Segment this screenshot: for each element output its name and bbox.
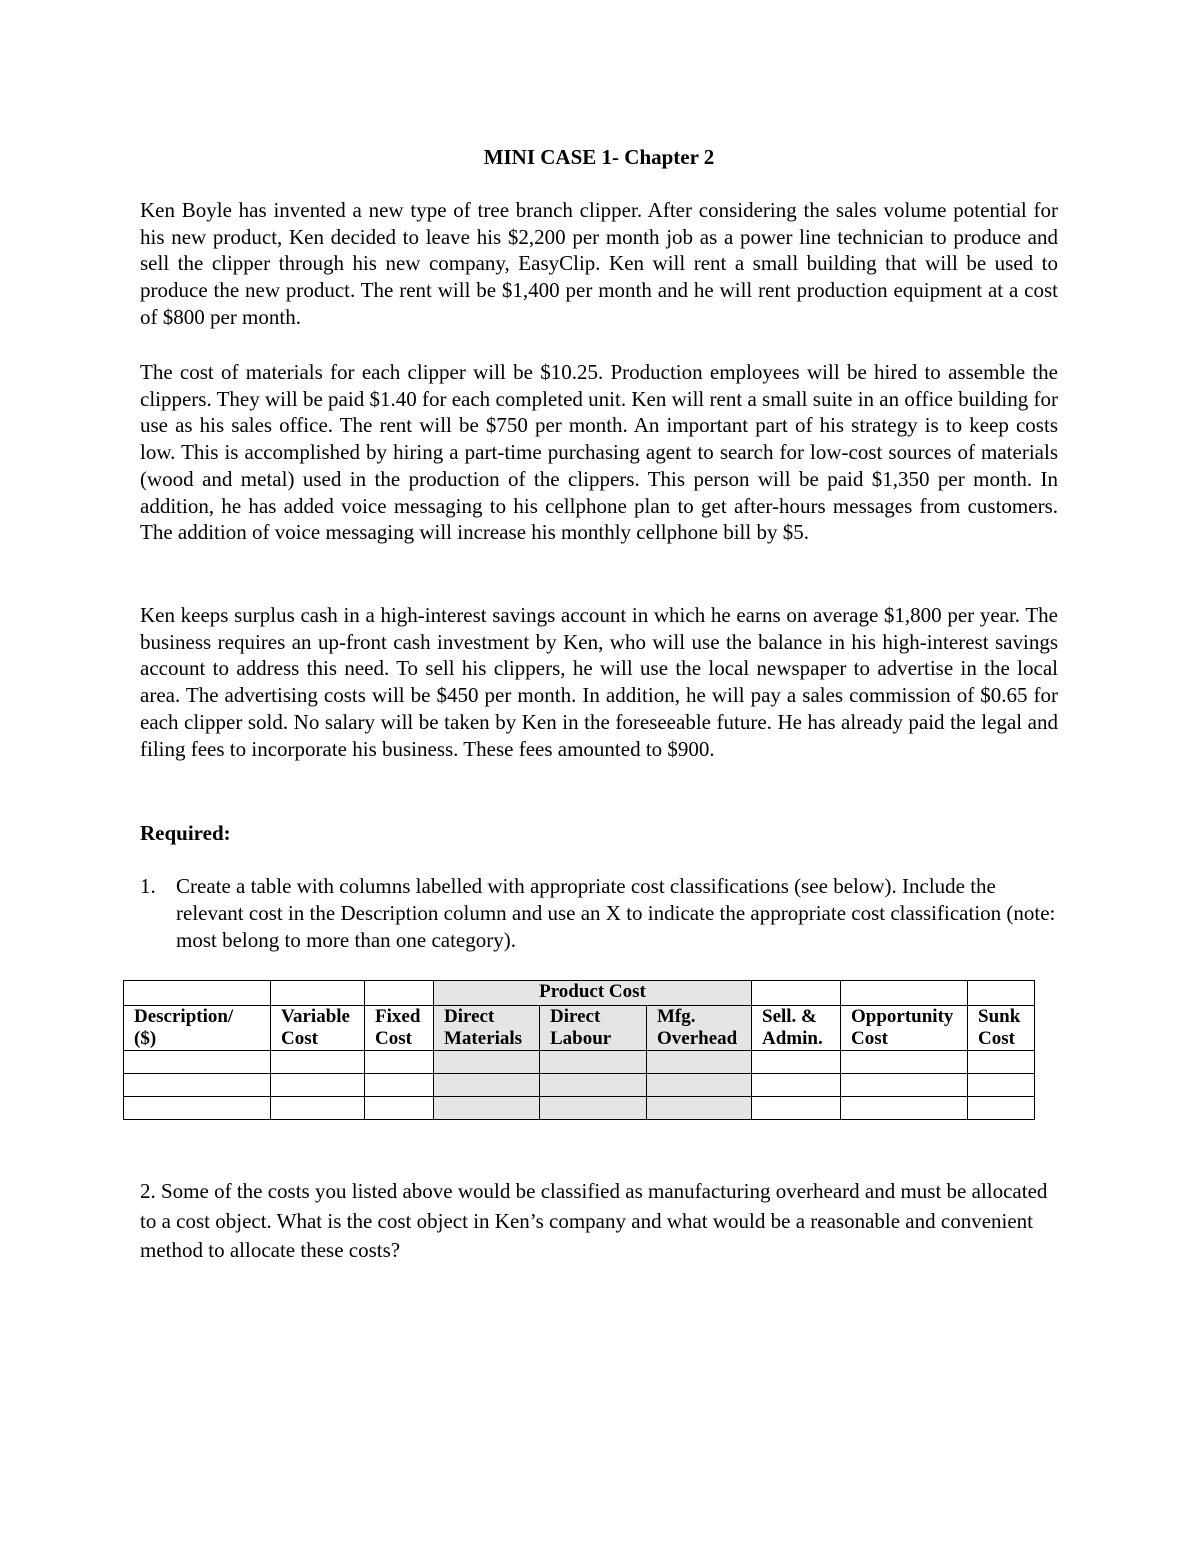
table-cell — [365, 1074, 434, 1097]
column-header-mfg-overhead: Mfg. Overhead — [647, 1006, 752, 1051]
page-title: MINI CASE 1- Chapter 2 — [483, 145, 715, 169]
product-cost-header: Product Cost — [434, 981, 752, 1006]
table-cell — [271, 1051, 365, 1074]
table-cell — [752, 1097, 841, 1120]
table-cell — [271, 1074, 365, 1097]
required-heading: Required: — [140, 821, 231, 845]
table-cell — [647, 1097, 752, 1120]
table-cell — [841, 1074, 968, 1097]
column-header-direct-materials: Direct Materials — [434, 1006, 540, 1051]
column-header-opportunity-cost: Opportunity Cost — [841, 1006, 968, 1051]
table-cell — [124, 1074, 271, 1097]
table-cell — [752, 1051, 841, 1074]
table-cell — [271, 981, 365, 1006]
table-cell — [365, 1097, 434, 1120]
question-1-text: Create a table with columns labelled with appropriate cost classifications (see below). Include the relevant cost in the Description column and use an X to indicate the appropriate cost classification (note: most belong to more than one category). — [176, 874, 1056, 952]
table-cell — [124, 981, 271, 1006]
table-cell — [434, 1074, 540, 1097]
column-header-description: Description/ ($) — [124, 1006, 271, 1051]
table-cell — [365, 1051, 434, 1074]
table-row — [124, 1074, 1035, 1097]
table-group-header-row — [124, 981, 1035, 1006]
table-row — [124, 1051, 1035, 1074]
column-header-sell-admin: Sell. & Admin. — [752, 1006, 841, 1051]
table-cell — [968, 1097, 1035, 1120]
table-cell — [271, 1097, 365, 1120]
table-cell — [752, 981, 841, 1006]
table-cell — [968, 1074, 1035, 1097]
question-1-number: 1. — [140, 874, 156, 898]
table-cell — [968, 1051, 1035, 1074]
column-header-direct-labour: Direct Labour — [540, 1006, 647, 1051]
table-cell — [124, 1097, 271, 1120]
table-row — [124, 1097, 1035, 1120]
table-cell — [841, 1097, 968, 1120]
column-header-sunk-cost: Sunk Cost — [968, 1006, 1035, 1051]
table-cell — [434, 1051, 540, 1074]
table-cell — [647, 1051, 752, 1074]
cost-classification-table — [123, 980, 1035, 1120]
column-header-variable-cost: Variable Cost — [271, 1006, 365, 1051]
question-2: 2. Some of the costs you listed above would be classified as manufacturing overheard and must be allocated to a cost object. What is the cost object in Ken’s company and what would be a reasonable and convenient method to allocate these costs? — [140, 1179, 1048, 1262]
table-header-row — [124, 1006, 1035, 1051]
table-cell — [968, 981, 1035, 1006]
table-cell — [124, 1051, 271, 1074]
table-cell — [540, 1051, 647, 1074]
table-cell — [841, 1051, 968, 1074]
table-cell — [841, 981, 968, 1006]
column-header-fixed-cost: Fixed Cost — [365, 1006, 434, 1051]
table-cell — [752, 1074, 841, 1097]
table-cell — [540, 1074, 647, 1097]
table-cell — [647, 1074, 752, 1097]
paragraph-financing: Ken keeps surplus cash in a high-interest savings account in which he earns on average $1,800 per year. The business requires an up-front cash investment by Ken, who will use the balance in his high-interest savings account to address this need. To sell his clippers, he will use the local newspaper to advertise in the local area. The advertising costs will be $450 per month. In addition, he will pay a sales commission of $0.65 for each clipper sold. No salary will be taken by Ken in the foreseeable future. He has already paid the legal and filing fees to incorporate his business. These fees amounted to $900. — [140, 603, 1058, 761]
paragraph-intro: Ken Boyle has invented a new type of tree branch clipper. After considering the sales volume potential for his new product, Ken decided to leave his $2,200 per month job as a power line technician to produce and sell the clipper through his new company, EasyClip. Ken will rent a small building that will be used to produce the new product. The rent will be $1,400 per month and he will rent production equipment at a cost of $800 per month. — [140, 198, 1058, 329]
table-cell — [434, 1097, 540, 1120]
table-cell — [540, 1097, 647, 1120]
table-cell — [365, 981, 434, 1006]
paragraph-costs: The cost of materials for each clipper will be $10.25. Production employees will be hired to assemble the clippers. They will be paid $1.40 for each completed unit. Ken will rent a small suite in an office building for use as his sales office. The rent will be $750 per month. An important part of his strategy is to keep costs low. This is accomplished by hiring a part-time purchasing agent to search for low-cost sources of materials (wood and metal) used in the production of the clippers. This person will be paid $1,350 per month. In addition, he has added voice messaging to his cellphone plan to get after-hours messages from customers. The addition of voice messaging will increase his monthly cellphone bill by $5. — [140, 360, 1058, 545]
